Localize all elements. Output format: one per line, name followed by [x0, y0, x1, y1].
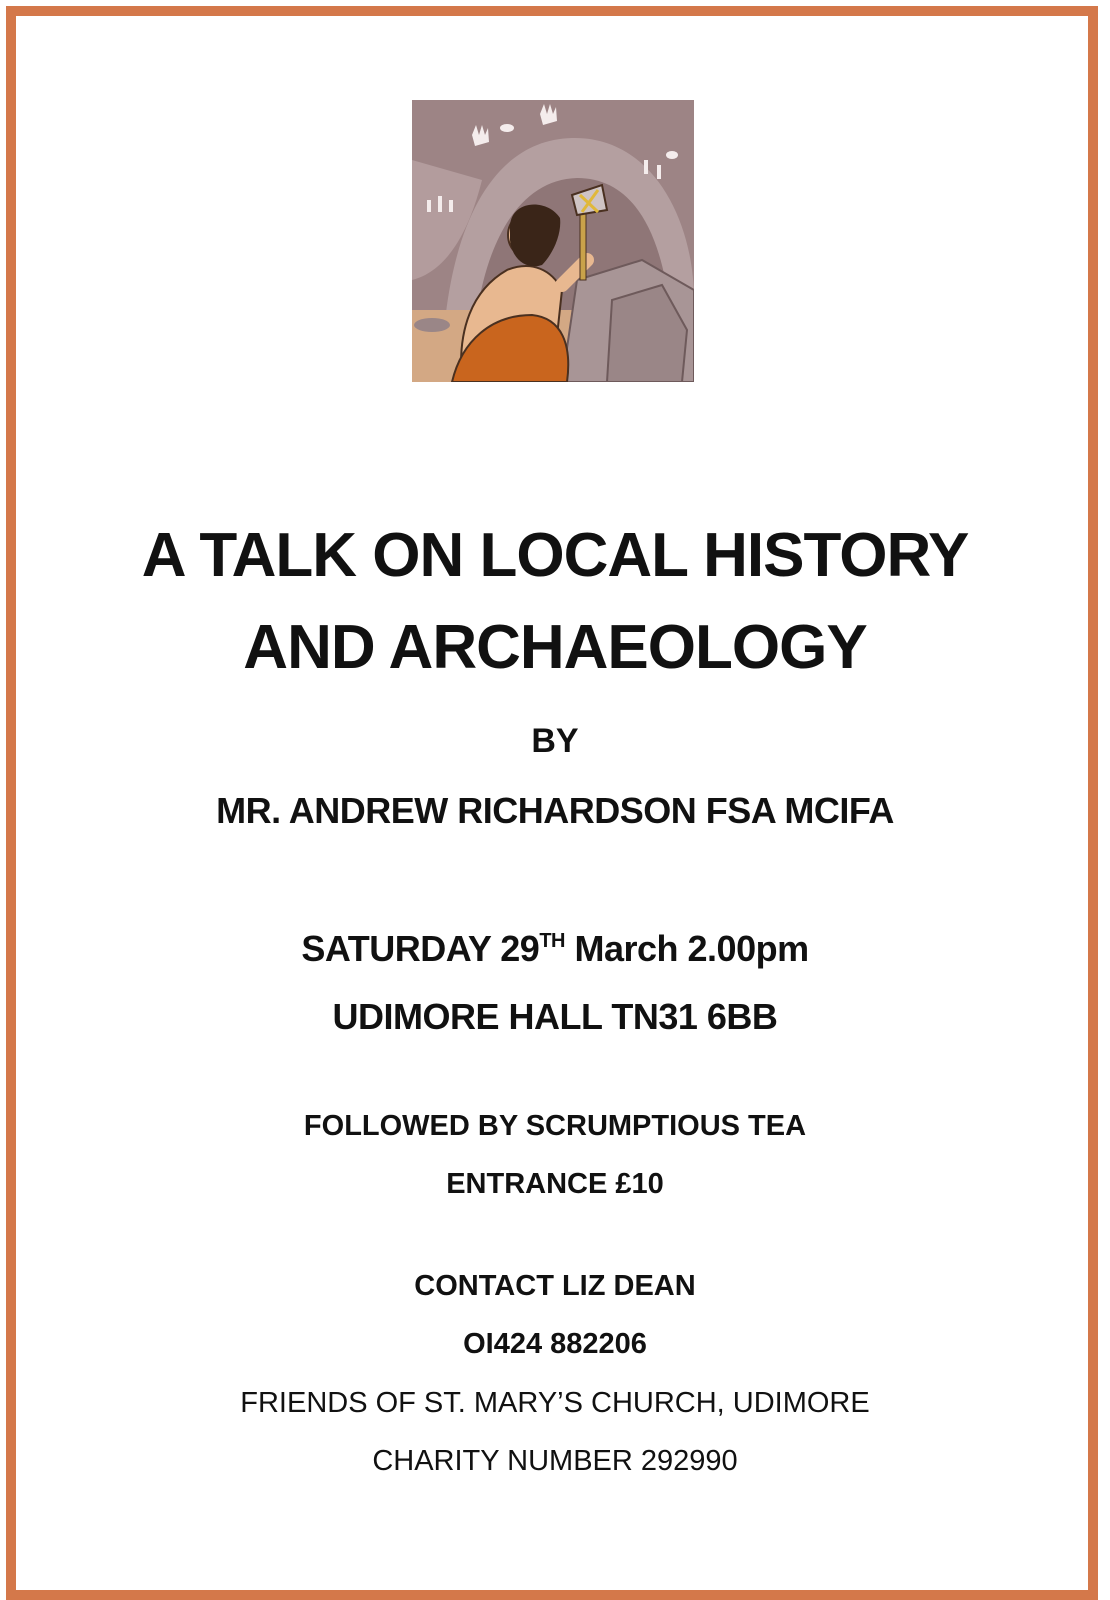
event-date — [0, 928, 1110, 970]
date-suffix: TH — [539, 930, 565, 952]
contact-phone: OI424 882206 — [463, 1328, 647, 1360]
entrance-fee: ENTRANCE £10 — [446, 1168, 664, 1200]
date-day: SATURDAY 29 — [301, 928, 540, 969]
date-time: March 2.00pm — [564, 928, 809, 969]
title-line-2: AND ARCHAEOLOGY — [243, 613, 867, 682]
title-line-1: A TALK ON LOCAL HISTORY — [141, 521, 969, 590]
caveman-illustration — [412, 100, 694, 382]
speaker-name: MR. ANDREW RICHARDSON FSA MCIFA — [216, 790, 894, 831]
event-venue: UDIMORE HALL TN31 6BB — [332, 996, 778, 1037]
tea-note: FOLLOWED BY SCRUMPTIOUS TEA — [303, 1110, 807, 1142]
by-label: BY — [531, 722, 579, 760]
contact-name: CONTACT LIZ DEAN — [414, 1270, 696, 1302]
charity-number: CHARITY NUMBER 292990 — [372, 1445, 738, 1477]
organisation-name: FRIENDS OF ST. MARY’S CHURCH, UDIMORE — [240, 1387, 870, 1419]
